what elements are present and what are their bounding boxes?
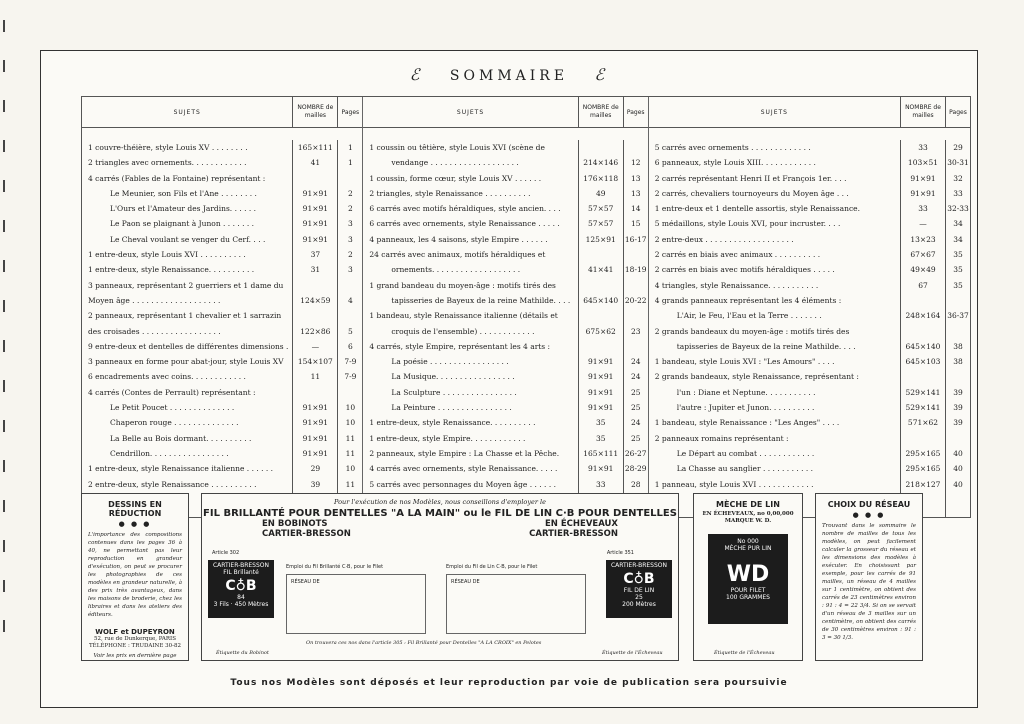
page-number: 29 — [953, 143, 963, 152]
mesh-count: 57×57 — [588, 219, 614, 229]
mesh-count — [293, 308, 337, 323]
page-number: 24 — [630, 357, 641, 367]
page-number: 35 — [953, 280, 963, 290]
page-number: 10 — [345, 418, 356, 428]
pages-cell-column — [946, 140, 970, 517]
subject-entry: 9 entre-deux et dentelles de différentes dimensions . — [88, 341, 289, 351]
page-number: 26-27 — [624, 448, 647, 458]
subject-entry: La Chasse au sanglier . . . . . . . . . . . — [676, 464, 814, 474]
ad-reduction-title: DESSINS EN RÉDUCTION — [108, 500, 162, 518]
label-bottom: 200 Mètres — [622, 601, 656, 608]
mesh-count — [293, 171, 337, 186]
label-number: No 000 — [737, 538, 759, 545]
subject-entry: Le Petit Poucet . . . . . . . . . . . . . . — [110, 403, 235, 413]
page-number: 38 — [953, 357, 963, 367]
subject-entry: 6 encadrements avec coins. . . . . . . . . . . . — [88, 372, 246, 382]
mesh-count: 248×164 — [905, 311, 941, 321]
mesh-cell-column — [579, 140, 624, 517]
mesh-count: 165×111 — [297, 143, 333, 152]
page-number — [624, 278, 648, 293]
page-number — [946, 293, 970, 308]
subject-entry: 2 panneaux, représentant 1 chevalier et 1 sarrazin — [88, 311, 282, 321]
subject-entry: des croisades . . . . . . . . . . . . . . . . . — [88, 326, 221, 336]
mesh-count — [579, 247, 623, 262]
subject-entry: La poésie . . . . . . . . . . . . . . . . . — [391, 357, 509, 367]
page-number — [338, 308, 362, 323]
mesh-count: 124×59 — [300, 295, 331, 305]
mesh-cell-column — [293, 140, 338, 517]
page-number: 1 — [347, 158, 353, 168]
subject-entry: 4 grands panneaux représentant les 4 éléments : — [654, 295, 842, 305]
page-number — [338, 385, 362, 400]
page-number: 16-17 — [624, 234, 647, 244]
label-logo: C♁B — [623, 571, 655, 587]
mesh-count: 571×62 — [907, 418, 939, 428]
subject-entry: 1 entre-deux, style Empire. . . . . . . . . . . . — [369, 433, 526, 443]
page-number: 32 — [953, 173, 963, 183]
subject-entry: ornements. . . . . . . . . . . . . . . . . . . — [391, 265, 521, 275]
subject-entry: 1 coussin, forme cœur, style Louis XV . . . . . . — [369, 173, 542, 183]
subject-entry: La Peinture . . . . . . . . . . . . . . . . — [391, 403, 512, 413]
mesh-count: 41 — [310, 158, 321, 168]
mesh-count: 214×146 — [583, 158, 619, 168]
header-mesh: NOMBRE de mailles — [293, 97, 338, 127]
mesh-count: 49 — [595, 188, 606, 198]
mesh-count — [293, 385, 337, 400]
ad-fil-brand-row — [202, 529, 678, 539]
copyright-footer: Tous nos Modèles sont déposés et leur reproduction par voie de publication sera poursuivie — [230, 678, 788, 688]
mesh-count: — — [311, 341, 320, 351]
page-number: 25 — [630, 387, 641, 397]
page-number: 28-29 — [624, 464, 647, 474]
subject-entry: 6 panneaux, style Louis XIII. . . . . . . . . . . . — [654, 158, 816, 168]
ad-meche-sub: EN ÉCHEVEAUX, no 0,00,000 — [702, 511, 794, 517]
header-mesh: NOMBRE de mailles — [579, 97, 624, 127]
page-number: 34 — [953, 219, 963, 229]
mesh-count: 91×91 — [302, 234, 329, 244]
subject-entry: 2 panneaux, style Empire : La Chasse et la Pêche. — [369, 448, 560, 458]
ornament-icon: ℰ — [594, 65, 609, 84]
mesh-count: 29 — [310, 464, 321, 474]
page-number: 34 — [953, 234, 963, 244]
subject-entry: Cendrillon. . . . . . . . . . . . . . . . . — [110, 448, 229, 458]
page-number — [624, 140, 648, 155]
subject-entry: l'un : Diane et Neptune. . . . . . . . . . . — [676, 387, 816, 397]
subject-entry: 2 entre-deux, style Renaissance . . . . . . . . . . — [88, 479, 257, 489]
meche-label — [708, 534, 788, 624]
page-number: 11 — [345, 479, 356, 489]
page-number: 13 — [630, 173, 641, 183]
footnote: On trouvera ces nos dans l'article 305 : Fil Brillanté pour Dentelles "A LA CROIX" en Pelotes — [306, 640, 542, 646]
page-number: 11 — [345, 433, 356, 443]
column-header — [363, 97, 647, 128]
subject-entry: 1 bandeau, style Louis XVI : "Les Amours" . . . . — [654, 357, 835, 367]
mesh-count — [293, 278, 337, 293]
subject-entry: 1 coussin ou têtière, style Louis XVI (scène de — [369, 143, 545, 152]
mesh-count: 125×91 — [585, 234, 616, 244]
page-number: 35 — [953, 250, 963, 260]
subject-entry: 2 grands bandeaux du moyen-âge : motifs tirés des — [654, 326, 850, 336]
ad-choix — [815, 493, 923, 661]
label-bottom: 3 Fils · 450 Mètres — [213, 601, 269, 608]
subject-entry: Moyen âge . . . . . . . . . . . . . . . . . . . — [88, 295, 221, 305]
price-note: Voir les prix en dernière page — [93, 653, 177, 659]
page-number: 32-33 — [947, 204, 969, 214]
page-number: 39 — [953, 387, 963, 397]
page-number: 1 — [347, 143, 353, 152]
subject-entry: 1 grand bandeau du moyen-âge : motifs tirés des — [369, 280, 556, 290]
subject-entry: Le Paon se plaignant à Junon . . . . . . . — [110, 219, 255, 229]
subject-entry: 4 carrés avec ornements, style Renaissance. . . . . — [369, 464, 558, 474]
subject-entry: 3 panneaux en forme pour abat-jour, style Louis XV — [88, 357, 284, 367]
subject-entry: 2 panneaux romains représentant : — [654, 433, 789, 443]
header-pages: Pages — [341, 108, 360, 116]
page-number: 2 — [347, 204, 353, 214]
ad-fil-subtitles — [202, 519, 678, 529]
page-number: 38 — [953, 341, 963, 351]
page-number — [624, 339, 648, 354]
mesh-count: 37 — [310, 250, 321, 260]
firm-address: 52, rue de Dunkerque, PARIS — [94, 636, 176, 642]
right-brand: CARTIER-BRESSON — [529, 529, 618, 539]
mesh-count: 91×91 — [910, 173, 936, 183]
label-product: MÈCHE PUR LIN — [724, 545, 772, 552]
subject-entry: 6 carrés avec ornements, style Renaissance . . . . . — [369, 219, 560, 229]
subject-entry: tapisseries de Bayeux de la reine Mathilde. . . . — [391, 295, 571, 305]
page-number: 40 — [953, 448, 963, 458]
subject-entry: 2 carrés, chevaliers tournoyeurs du Moyen âge . . . — [654, 188, 849, 198]
contents-column — [363, 97, 648, 517]
subjects-cell-column — [363, 140, 578, 517]
page-number — [338, 171, 362, 186]
page-number: 7-9 — [344, 372, 357, 382]
subject-entry: 1 entre-deux, style Renaissance. . . . . . . . . . — [369, 418, 536, 428]
page-number: 7-9 — [344, 357, 357, 367]
caption-echeveau: Étiquette de l'Écheveau — [602, 650, 663, 656]
page-number: 2 — [347, 188, 353, 198]
subject-entry: La Musique. . . . . . . . . . . . . . . . . — [391, 372, 515, 382]
header-subjects: SUJETS — [82, 97, 293, 127]
page-title: SOMMAIRE — [449, 68, 569, 84]
mesh-count — [579, 339, 623, 354]
subject-entry: La Belle au Bois dormant. . . . . . . . . . — [110, 433, 252, 443]
caption-bobinot: Étiquette du Bobinot — [216, 650, 269, 656]
page-number: 24 — [630, 372, 641, 382]
label-brand: CARTIER-BRESSON — [610, 562, 668, 569]
subject-entry: 4 triangles, style Renaissance. . . . . . . . . . . — [654, 280, 819, 290]
subject-entry: 2 carrés en biais avec animaux . . . . . . . . . . — [654, 250, 821, 260]
article-left: Article 302 — [212, 550, 240, 556]
mesh-count: 176×118 — [583, 173, 619, 183]
mesh-count: 295×165 — [905, 464, 941, 474]
header-subjects: SUJETS — [363, 97, 578, 127]
page-number: 3 — [347, 234, 353, 244]
page-number: 4 — [347, 295, 353, 305]
table-right-title: Emploi du Fil de Lin C·B, pour le Filet — [446, 564, 538, 570]
mesh-count: 35 — [595, 433, 606, 443]
subject-entry: Chaperon rouge . . . . . . . . . . . . . . — [110, 418, 239, 428]
page-number: 2 — [347, 250, 353, 260]
page-number: 14 — [630, 204, 641, 214]
subject-entry: 2 carrés en biais avec motifs héraldiques . . . . . — [654, 265, 835, 275]
page-number — [624, 308, 648, 323]
mesh-count: 154×107 — [297, 357, 333, 367]
page-number: 35 — [953, 265, 963, 275]
mesh-count: 67×67 — [910, 250, 936, 260]
usage-table-left — [286, 574, 426, 634]
label-brand: CARTIER-BRESSON — [212, 562, 270, 569]
mesh-count: — — [919, 219, 927, 229]
subject-entry: 6 carrés avec motifs héraldiques, style ancien. . . . — [369, 204, 561, 214]
dots-ornament: ● ● ● — [852, 511, 886, 519]
subject-entry: 2 grands bandeaux, style Renaissance, représentant : — [654, 372, 859, 382]
mesh-count — [579, 278, 623, 293]
contents-table — [81, 96, 971, 518]
subject-entry: 2 entre-deux . . . . . . . . . . . . . . . . . . . — [654, 234, 794, 244]
mesh-count: 91×91 — [588, 357, 614, 367]
subject-entry: 5 médaillons, style Louis XVI, pour incruster. . . . — [654, 219, 841, 229]
mesh-count — [579, 140, 623, 155]
mesh-count: 529×141 — [905, 403, 941, 413]
subject-entry: La Sculpture . . . . . . . . . . . . . . . . — [391, 387, 517, 397]
page-number — [624, 247, 648, 262]
mesh-count: 122×86 — [300, 326, 331, 336]
mesh-count: 91×91 — [302, 448, 329, 458]
mesh-count: 39 — [310, 479, 321, 489]
right-sub: EN ÉCHEVEAUX — [544, 519, 618, 529]
page-number: 40 — [953, 479, 963, 489]
column-header — [649, 97, 970, 128]
page-number: 5 — [347, 326, 353, 336]
page-number: 40 — [953, 464, 963, 474]
left-sub: EN BOBINOTS — [262, 519, 328, 529]
mesh-count: 57×57 — [588, 204, 614, 214]
article-right: Article 351 — [606, 550, 634, 556]
subject-entry: L'Air, le Feu, l'Eau et la Terre . . . . . . . — [676, 311, 822, 321]
mesh-count — [901, 369, 945, 384]
mesh-count: 645×103 — [905, 357, 941, 367]
subjects-cell-column — [82, 140, 293, 517]
subject-entry: Le Départ au combat . . . . . . . . . . . . — [676, 448, 815, 458]
page-number: 15 — [630, 219, 641, 229]
advertisements — [81, 493, 971, 661]
subject-entry: 4 carrés (Fables de la Fontaine) représentant : — [88, 173, 266, 183]
page-number: 28 — [630, 479, 641, 489]
label-product: FIL Brillanté — [223, 569, 259, 576]
header-mesh: NOMBRE de mailles — [901, 97, 946, 127]
label-number: 25 — [635, 594, 643, 601]
page-number: 3 — [347, 219, 353, 229]
catalog-page — [40, 50, 978, 708]
pages-cell-column — [624, 140, 648, 517]
page-number: 30-31 — [947, 158, 969, 168]
table-right-col: RÉSEAU DE — [451, 579, 480, 585]
mesh-count: 675×62 — [585, 326, 616, 336]
page-number: 10 — [345, 403, 356, 413]
mesh-count: 33 — [918, 143, 928, 152]
mesh-count: 13×23 — [910, 234, 936, 244]
mesh-cell-column — [901, 140, 946, 517]
mesh-count — [579, 308, 623, 323]
mesh-count: 91×91 — [302, 418, 329, 428]
ornament-icon: ℰ — [409, 65, 424, 84]
label-logo: WD — [726, 562, 770, 587]
subject-entry: 1 entre-deux, style Louis XVI . . . . . . . . . . — [88, 250, 246, 260]
mesh-count: 67 — [918, 280, 928, 290]
mesh-count: 31 — [310, 265, 321, 275]
page-number: 36-37 — [947, 311, 969, 321]
subject-entry: 5 carrés avec personnages du Moyen âge . . . . . . — [369, 479, 556, 489]
page-number: 39 — [953, 403, 963, 413]
bobinot-label — [208, 560, 274, 618]
mesh-count: 33 — [595, 479, 606, 489]
pages-cell-column — [338, 140, 362, 517]
mesh-count: 91×91 — [588, 403, 614, 413]
header-pages: Pages — [626, 108, 645, 116]
subject-entry: 1 entre-deux, style Renaissance. . . . . . . . . . — [88, 265, 255, 275]
page-number: 23 — [630, 326, 641, 336]
contents-column — [649, 97, 970, 517]
page-number: 25 — [630, 403, 641, 413]
subject-entry: 1 couvre-théière, style Louis XV . . . . . . . . — [88, 143, 248, 152]
mesh-count: 529×141 — [905, 387, 941, 397]
mesh-count: 91×91 — [302, 403, 329, 413]
subject-entry: 4 carrés, style Empire, représentant les 4 arts : — [369, 341, 551, 351]
ad-meche-title: MÈCHE DE LIN — [716, 500, 780, 509]
subjects-cell-column — [649, 140, 901, 517]
left-brand: CARTIER-BRESSON — [262, 529, 351, 539]
label-logo: C♁B — [225, 578, 257, 594]
subject-entry: 3 panneaux, représentant 2 guerriers et 1 dame du — [88, 280, 284, 290]
subject-entry: 1 entre-deux, style Renaissance italienne . . . . . . — [88, 464, 274, 474]
mesh-count: 49×49 — [910, 265, 936, 275]
subject-entry: 5 carrés avec ornements . . . . . . . . . . . . . — [654, 143, 811, 152]
mesh-count: 41×41 — [588, 265, 614, 275]
ad-fil-headline: FIL BRILLANTÉ POUR DENTELLES "A LA MAIN" ou le FIL DE LIN C·B POUR DENTELLES — [203, 508, 677, 519]
page-number: 18-19 — [624, 265, 647, 275]
mesh-count: 33 — [918, 204, 928, 214]
page-title-row — [41, 65, 977, 84]
ad-fil — [201, 493, 679, 661]
label-product: FIL DE LIN — [623, 587, 655, 594]
mesh-count: 91×91 — [302, 188, 329, 198]
subject-entry: croquis de l'ensemble) . . . . . . . . . . . . — [391, 326, 535, 336]
subject-entry: 2 triangles, style Renaissance . . . . . . . . . . — [369, 188, 531, 198]
mesh-count: 91×91 — [302, 204, 329, 214]
subject-entry: L'Ours et l'Amateur des Jardins. . . . . . — [110, 204, 257, 214]
echeveau-label — [606, 560, 672, 618]
mesh-count: 295×165 — [905, 448, 941, 458]
subject-entry: 2 carrés représentant Henri II et François 1er. . . . — [654, 173, 847, 183]
dots-ornament: ● ● ● — [118, 520, 152, 528]
subject-entry: 1 bandeau, style Renaissance italienne (détails et — [369, 311, 558, 321]
mesh-count — [901, 293, 945, 308]
label-weight: 100 GRAMMES — [726, 594, 770, 601]
subject-entry: Le Cheval voulant se venger du Cerf. . . . — [110, 234, 266, 244]
ad-choix-text: Trouvant dans le sommaire le nombre de mailles de tous les modèles, on peut facilement calculer la grosseur du réseau et les dimensions des modèles à exécuter. En choisissant par exemple, pour les carrés de 91 mailles, un réseau de 4 mailles sur 1 centimètre, on obtient des carrés de 23 centimètres environ : 91 : 4 = 22 3/4. Si on se servait d'un réseau de 3 mailles sur un centimètre, on obtient des carrés de 30 centimètres environ : 91 : 3 = 30 1/3. — [822, 523, 916, 641]
mesh-count — [901, 324, 945, 339]
mesh-count: 91×91 — [910, 188, 936, 198]
mesh-count: 91×91 — [588, 387, 614, 397]
subject-entry: vendange . . . . . . . . . . . . . . . . . . . — [391, 158, 519, 168]
page-number: 39 — [953, 418, 963, 428]
column-rows — [649, 128, 970, 517]
subject-entry: tapisseries de Bayeux de la reine Mathilde. . . . — [676, 341, 856, 351]
page-number: 11 — [345, 448, 356, 458]
label-use: POUR FILET — [730, 587, 766, 594]
page-number: 13 — [630, 188, 641, 198]
page-number — [946, 431, 970, 446]
mesh-count: 165×111 — [583, 448, 619, 458]
column-rows — [363, 128, 647, 517]
ad-meche-mark: MARQUE W. D. — [724, 518, 772, 524]
page-number: 3 — [347, 265, 353, 275]
page-number: 10 — [345, 464, 356, 474]
subject-entry: l'autre : Jupiter et Junon. . . . . . . . . . — [676, 403, 815, 413]
subject-entry: 1 panneau, style Louis XVI . . . . . . . . . . . . — [654, 479, 814, 489]
contents-column — [82, 97, 363, 517]
mesh-count: 91×91 — [588, 372, 614, 382]
table-left-col: RÉSEAU DE — [291, 579, 320, 585]
mesh-count — [901, 431, 945, 446]
page-number: 6 — [347, 341, 353, 351]
mesh-count: 103×51 — [907, 158, 939, 168]
page-number: 33 — [953, 188, 963, 198]
subject-entry: 2 triangles avec ornements. . . . . . . . . . . . — [88, 158, 247, 168]
ad-fil-intro: Pour l'exécution de nos Modèles, nous conseillons d'employer le — [334, 498, 546, 506]
mesh-count: 645×140 — [583, 295, 619, 305]
ad-reduction — [81, 493, 189, 661]
page-number — [946, 324, 970, 339]
ad-meche — [693, 493, 803, 661]
subject-entry: 4 carrés (Contes de Perrault) représentant : — [88, 387, 256, 397]
column-rows — [82, 128, 362, 517]
caption-meche: Étiquette de l'Écheveau — [714, 650, 775, 656]
ad-choix-title: CHOIX DU RÉSEAU — [827, 500, 911, 509]
page-number: 25 — [630, 433, 641, 443]
mesh-count: 11 — [310, 372, 321, 382]
header-subjects: SUJETS — [649, 97, 901, 127]
page-number: 24 — [630, 418, 641, 428]
table-left-title: Emploi du Fil Brillanté C·B, pour le Filet — [286, 564, 384, 570]
subject-entry: 1 entre-deux et 1 dentelle assortis, style Renaissance. — [654, 204, 860, 214]
firm-name: WOLF et DUPEYRON — [95, 628, 175, 636]
usage-table-right — [446, 574, 586, 634]
label-number: 84 — [237, 594, 245, 601]
subject-entry: 1 bandeau, style Renaissance : "Les Anges" . . . . — [654, 418, 840, 428]
mesh-count: 35 — [595, 418, 606, 428]
page-number: 12 — [630, 158, 641, 168]
mesh-count: 645×140 — [905, 341, 941, 351]
subject-entry: Le Meunier, son Fils et l'Ane . . . . . . . . — [110, 188, 257, 198]
mesh-count: 91×91 — [302, 433, 329, 443]
subject-entry: 4 panneaux, les 4 saisons, style Empire . . . . . . — [369, 234, 548, 244]
page-number — [338, 278, 362, 293]
header-pages: Pages — [949, 108, 967, 116]
subject-entry: 24 carrés avec animaux, motifs héraldiques et — [369, 250, 546, 260]
column-header — [82, 97, 362, 128]
binding-marks — [0, 0, 8, 724]
ad-reduction-text: L'importance des compositions contenues dans les pages 36 à 40, ne permettant pas leur reproduction en grandeur d'exécution, on peut se procurer les photographies de ces modèles en grandeur naturelle, à des prix très avantageux, dans les maisons de broderie, chez les libraires et dans les ateliers des éditeurs. — [88, 532, 182, 618]
mesh-count: 218×127 — [905, 479, 941, 489]
mesh-count: 91×91 — [302, 219, 329, 229]
page-number — [946, 369, 970, 384]
page-number: 20-22 — [624, 295, 647, 305]
mesh-count: 91×91 — [588, 464, 614, 474]
firm-phone: TÉLÉPHONE : TRUDAINE 30-82 — [89, 643, 181, 649]
